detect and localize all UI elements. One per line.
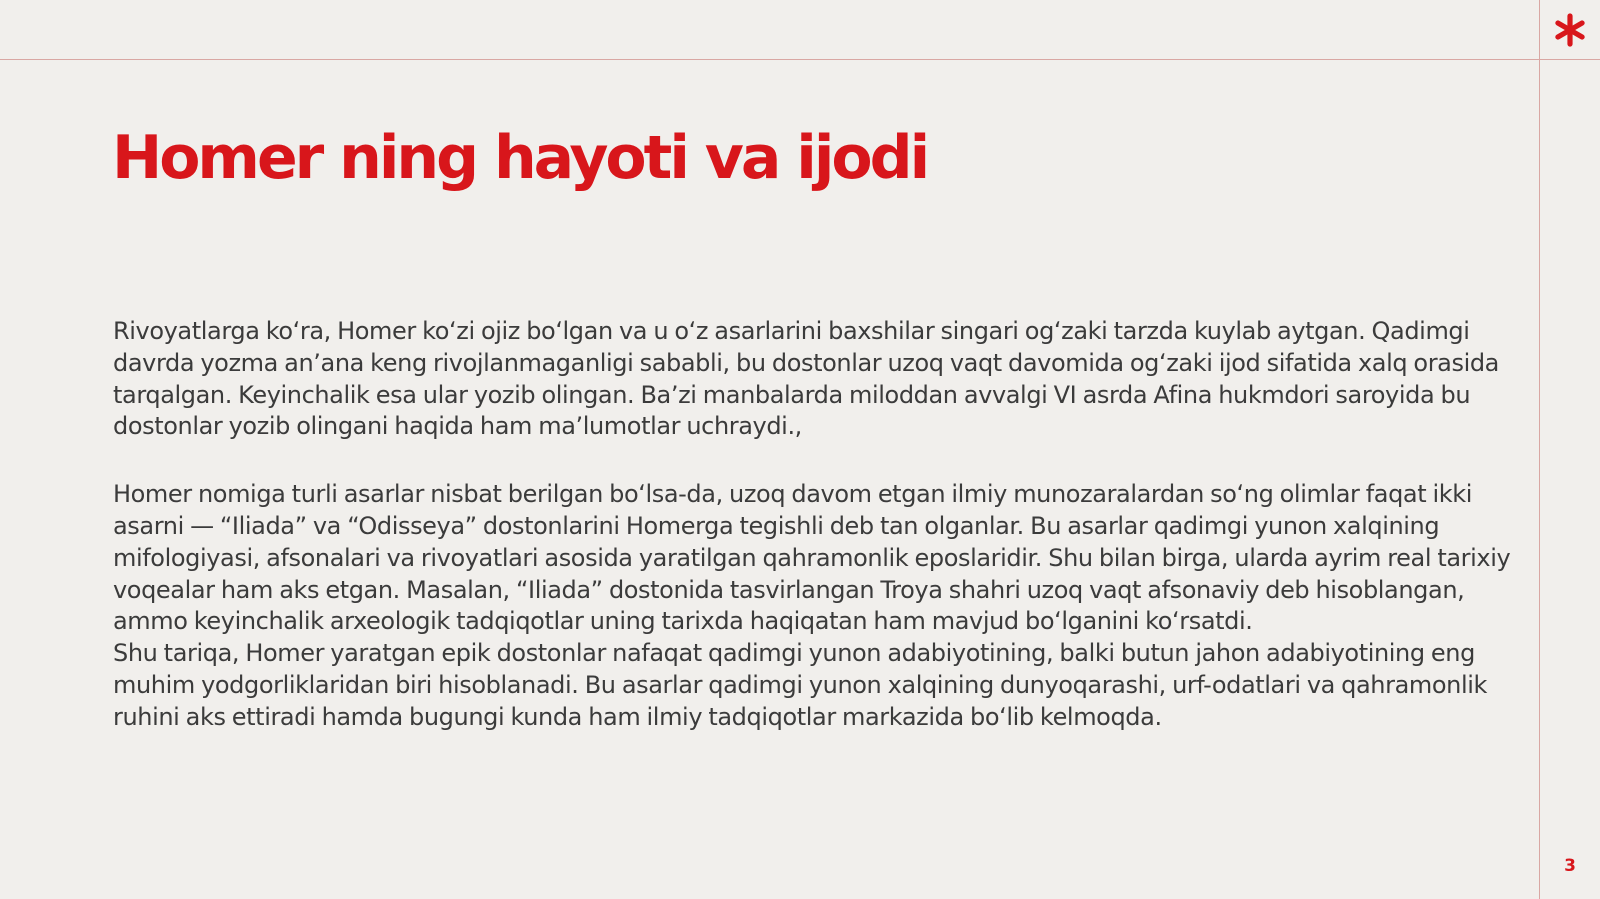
body-text [113, 316, 1523, 734]
asterisk-icon [1540, 0, 1600, 59]
asterisk-icon-graphic [1553, 13, 1587, 47]
paragraph-3: Shu tariqa, Homer yaratgan epik dostonlar nafaqat qadimgi yunon adabiyotining, balki butun jahon adabiyotining eng muhim yodgorliklaridan biri hisoblanadi. Bu asarlar qadimgi yunon xalqining dunyoqarashi, urf-odatlari va qahramonlik ruhini aks ettiradi hamda bugungi kunda ham ilmiy tadqiqotlar markazida boʻlib kelmoqda. [113, 639, 1487, 731]
paragraph-2: Homer nomiga turli asarlar nisbat berilgan boʻlsa-da, uzoq davom etgan ilmiy munozaralardan soʻng olimlar faqat ikki asarni — “Iliada” va “Odisseya” dostonlarini Homerga tegishli deb tan olganlar. Bu asarlar qadimgi yunon xalqining mifologiyasi, afsonalari va rivoyatlari asosida yaratilgan qahramonlik eposlaridir. Shu bilan birga, ularda ayrim real tarixiy voqealar ham aks etgan. Masalan, “Iliada” dostonida tasvirlangan Troya shahri uzoq vaqt afsonaviy deb hisoblangan, ammo keyinchalik arxeologik tadqiqotlar uning tarixda haqiqatan ham mavjud boʻlganini koʻrsatdi. [113, 480, 1511, 636]
paragraph-1: Rivoyatlarga koʻra, Homer koʻzi ojiz boʻlgan va u oʻz asarlarini baxshilar singari ogʻzaki tarzda kuylab aytgan. Qadimgi davrda yozma anʼana keng rivojlanmaganligi sababli, bu dostonlar uzoq vaqt davomida ogʻzaki ijod sifatida xalq orasida tarqalgan. Keyinchalik esa ular yozib olingan. Baʼzi manbalarda miloddan avvalgi VI asrda Afina hukmdori saroyida bu dostonlar yozib olingani haqida ham maʼlumotlar uchraydi., [113, 317, 1499, 441]
page-number: 3 [1564, 856, 1576, 876]
page-title: Homer ning hayoti va ijodi [112, 123, 928, 193]
side-divider [1539, 0, 1540, 899]
header-divider [0, 59, 1600, 60]
